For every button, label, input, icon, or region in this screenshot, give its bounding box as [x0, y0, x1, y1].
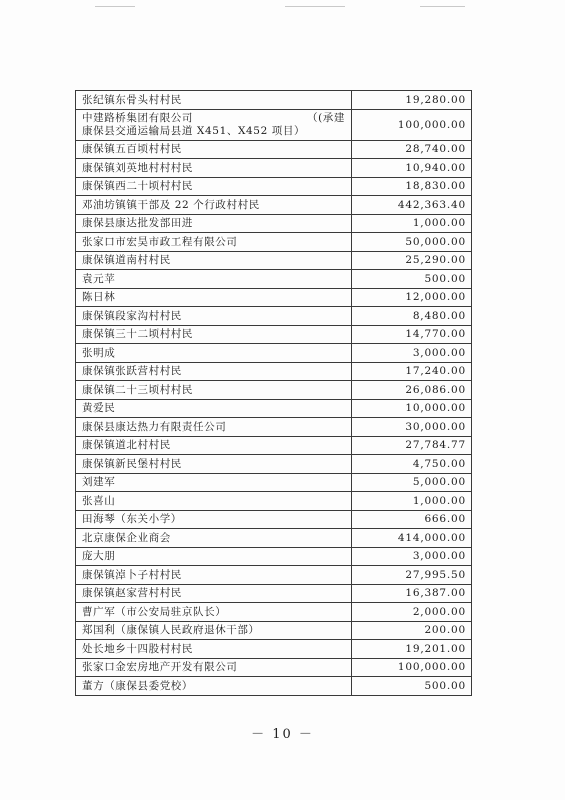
donation-amount: 666.00: [352, 510, 472, 529]
table-row: [76, 270, 472, 289]
table-row: [76, 196, 472, 215]
table-row: [76, 640, 472, 659]
table-row: [76, 658, 472, 677]
donation-amount: 25,290.00: [352, 251, 472, 270]
donation-amount: 4,750.00: [352, 455, 472, 474]
donor-name: 陈日林: [76, 288, 352, 307]
scan-artifact: [95, 6, 135, 7]
donation-amount: 27,784.77: [352, 436, 472, 455]
table-row: [76, 381, 472, 400]
donor-name: 康保镇西二十顷村村民: [76, 177, 352, 196]
donor-name: 康保镇道北村村民: [76, 436, 352, 455]
table-row: [76, 418, 472, 437]
donor-name: 康保县康达热力有限责任公司: [76, 418, 352, 437]
donor-name: [76, 109, 352, 140]
donation-amount: 500.00: [352, 270, 472, 289]
table-row: [76, 584, 472, 603]
donation-amount: 442,363.40: [352, 196, 472, 215]
donation-amount: 414,000.00: [352, 529, 472, 548]
donation-amount: 500.00: [352, 677, 472, 696]
table-row: [76, 566, 472, 585]
table-row: [76, 677, 472, 696]
donor-name: 袁元苹: [76, 270, 352, 289]
donor-name: 曹广军（市公安局驻京队长）: [76, 603, 352, 622]
donor-name-line2: 康保县交通运输局县道 X451、X452 项目）: [82, 124, 306, 137]
table-row: [76, 547, 472, 566]
donor-name: 黄爱民: [76, 399, 352, 418]
donation-amount: 17,240.00: [352, 362, 472, 381]
scan-artifact: [420, 6, 465, 7]
table-row: [76, 362, 472, 381]
donation-amount: 1,000.00: [352, 492, 472, 511]
donation-table: [75, 90, 472, 696]
donor-name: 张纪镇东骨头村村民: [76, 91, 352, 110]
donation-amount: 100,000.00: [352, 109, 472, 140]
table-row: [76, 455, 472, 474]
table-row: [76, 492, 472, 511]
donation-amount: 30,000.00: [352, 418, 472, 437]
donor-name: 康保镇五百顷村村民: [76, 140, 352, 159]
donation-amount: 3,000.00: [352, 344, 472, 363]
table-row: [76, 473, 472, 492]
donation-amount: 2,000.00: [352, 603, 472, 622]
donor-name: 康保镇三十二顷村村民: [76, 325, 352, 344]
donation-amount: 10,940.00: [352, 159, 472, 178]
donor-name: 康保镇张跃营村村民: [76, 362, 352, 381]
donation-amount: 19,280.00: [352, 91, 472, 110]
donation-amount: 27,995.50: [352, 566, 472, 585]
donation-amount: 50,000.00: [352, 233, 472, 252]
donation-amount: 100,000.00: [352, 658, 472, 677]
donor-name: 刘建军: [76, 473, 352, 492]
donor-name: 康保镇淖卜子村村民: [76, 566, 352, 585]
table-row: [76, 233, 472, 252]
donation-amount: 5,000.00: [352, 473, 472, 492]
table-row: [76, 91, 472, 110]
donor-name: 田海琴（东关小学）: [76, 510, 352, 529]
table-row: [76, 251, 472, 270]
table-row: [76, 399, 472, 418]
donation-amount: 200.00: [352, 621, 472, 640]
donation-amount: 3,000.00: [352, 547, 472, 566]
donor-name: 康保镇新民堡村村民: [76, 455, 352, 474]
donation-amount: 1,000.00: [352, 214, 472, 233]
donor-name: 康保镇刘英地村村村民: [76, 159, 352, 178]
table-row: [76, 214, 472, 233]
donor-name: 北京康保企业商会: [76, 529, 352, 548]
page-number: － 10 －: [251, 727, 314, 742]
donor-name: 张喜山: [76, 492, 352, 511]
table-row: [76, 603, 472, 622]
donor-name-line1-suffix: （(承建: [307, 111, 345, 124]
table-row: [76, 436, 472, 455]
donor-name: 郑国利（康保镇人民政府退休干部）: [76, 621, 352, 640]
table-row: [76, 307, 472, 326]
table-row: [76, 140, 472, 159]
donation-amount: 16,387.00: [352, 584, 472, 603]
table-row: [76, 344, 472, 363]
donation-amount: 19,201.00: [352, 640, 472, 659]
donation-amount: 10,000.00: [352, 399, 472, 418]
donor-name: 康保镇道南村村民: [76, 251, 352, 270]
table-row: [76, 325, 472, 344]
table-row: [76, 177, 472, 196]
donor-name: 邓油坊镇镇干部及 22 个行政村村民: [76, 196, 352, 215]
donation-amount: 12,000.00: [352, 288, 472, 307]
donor-name: 张家口市宏昊市政工程有限公司: [76, 233, 352, 252]
donor-name: 董方（康保县委党校）: [76, 677, 352, 696]
table-row: [76, 621, 472, 640]
donor-name: 庞大朋: [76, 547, 352, 566]
donor-name-line1: 中建路桥集团有限公司: [82, 111, 193, 124]
donor-name: 张明成: [76, 344, 352, 363]
table-row: [76, 529, 472, 548]
donation-amount: 26,086.00: [352, 381, 472, 400]
donor-name: 张家口金宏房地产开发有限公司: [76, 658, 352, 677]
table-row: [76, 510, 472, 529]
donor-name: 康保县康达批发部田进: [76, 214, 352, 233]
donor-name: 处长地乡十四股村村民: [76, 640, 352, 659]
table-row: [76, 109, 472, 140]
donor-name: 康保镇赵家营村村民: [76, 584, 352, 603]
table-row: [76, 288, 472, 307]
donation-amount: 28,740.00: [352, 140, 472, 159]
scan-artifact: [285, 6, 345, 7]
donation-amount: 18,830.00: [352, 177, 472, 196]
table-row: [76, 159, 472, 178]
donation-amount: 14,770.00: [352, 325, 472, 344]
donor-name: 康保镇段家沟村村民: [76, 307, 352, 326]
donation-amount: 8,480.00: [352, 307, 472, 326]
donor-name: 康保镇二十三顷村村民: [76, 381, 352, 400]
